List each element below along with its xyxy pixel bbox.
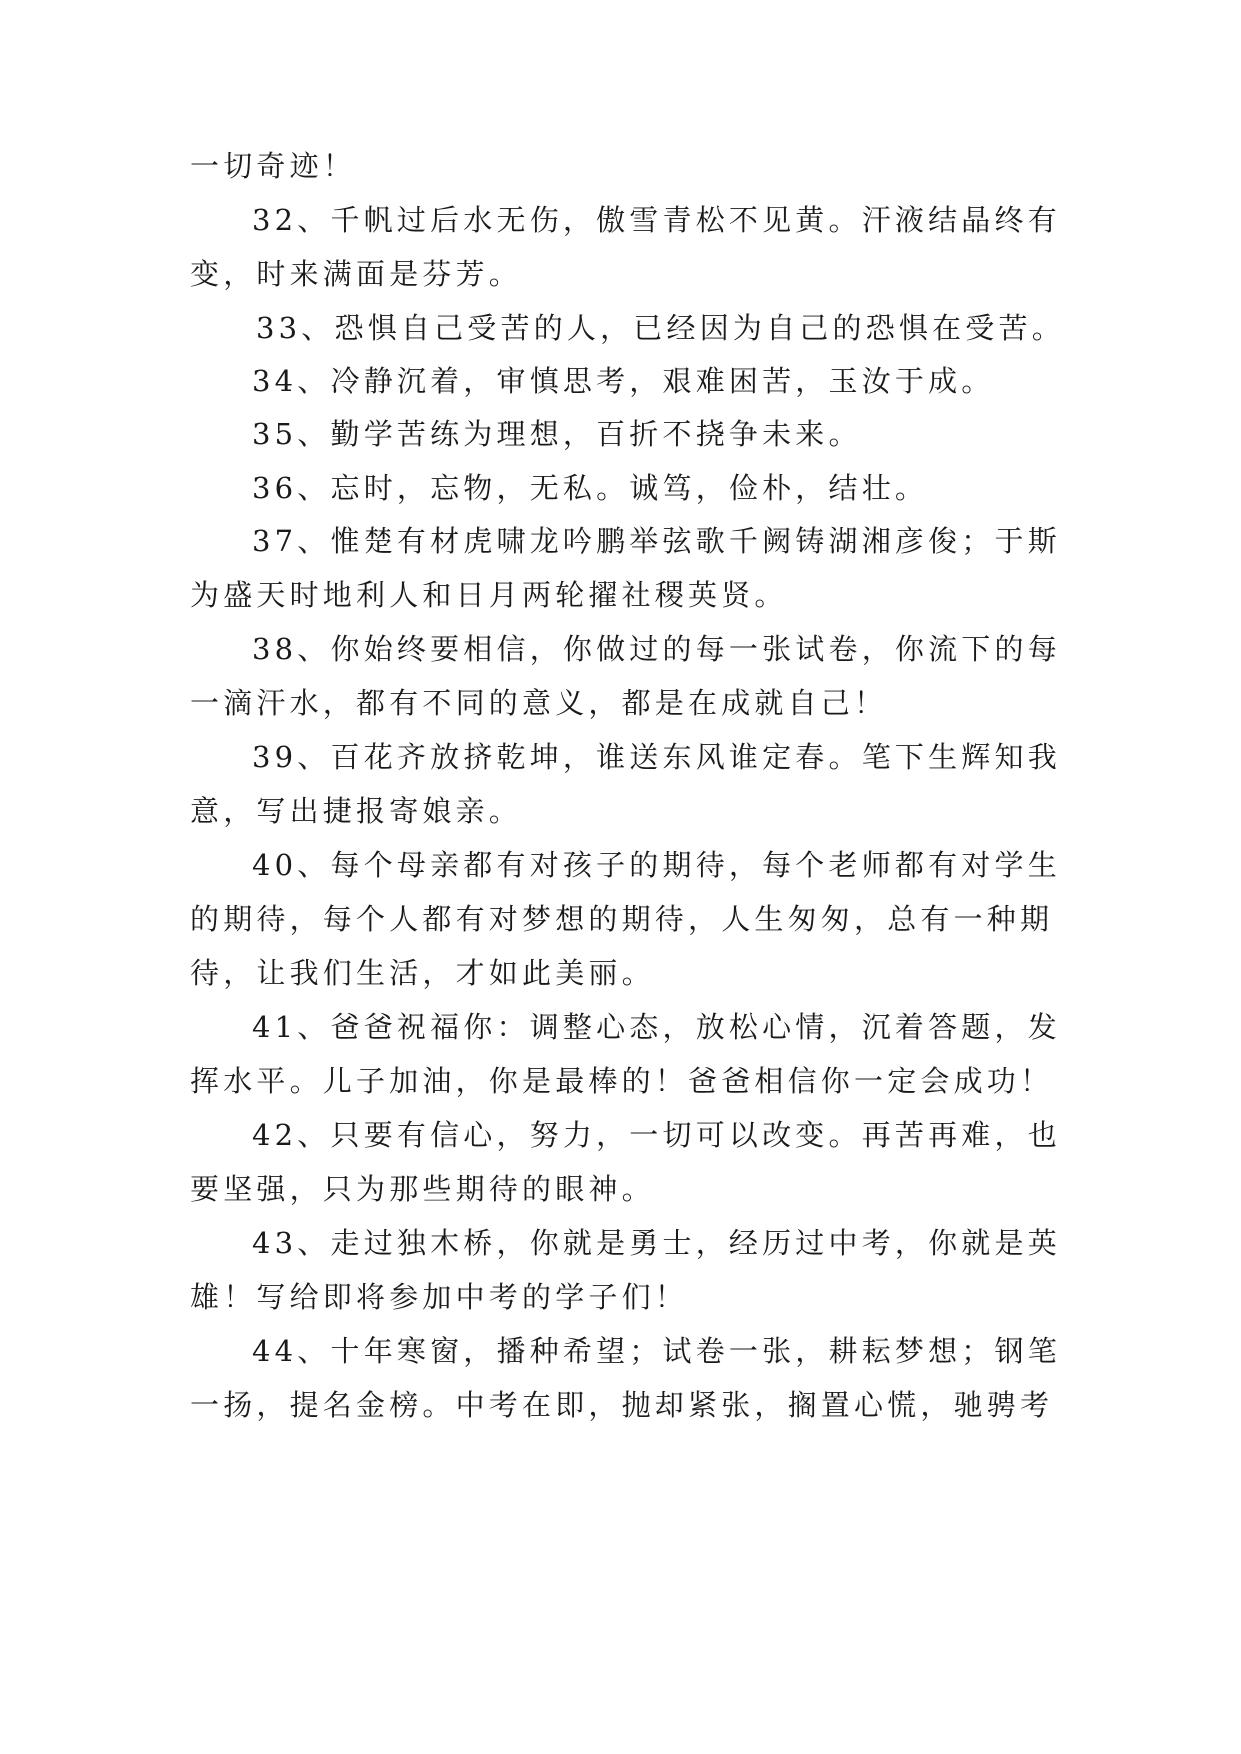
paragraph-40-line-2: 的期待，每个人都有对梦想的期待，人生匆匆，总有一种期 bbox=[190, 902, 1054, 936]
paragraph-41-line-1: 41、爸爸祝福你：调整心态，放松心情，沉着答题，发 bbox=[252, 1010, 1061, 1044]
paragraph-40-line-3: 待，让我们生活，才如此美丽。 bbox=[190, 956, 655, 990]
paragraph-43-line-1: 43、走过独木桥，你就是勇士，经历过中考，你就是英 bbox=[252, 1226, 1061, 1260]
paragraph-37-line-1: 37、惟楚有材虎啸龙吟鹏举弦歌千阙铸湖湘彦俊；于斯 bbox=[252, 524, 1061, 558]
paragraph-37-line-2: 为盛天时地利人和日月两轮擢社稷英贤。 bbox=[190, 578, 788, 612]
paragraph-41-line-2: 挥水平。儿子加油，你是最棒的！爸爸相信你一定会成功！ bbox=[190, 1064, 1054, 1098]
paragraph-44-line-1: 44、十年寒窗，播种希望；试卷一张，耕耘梦想；钢笔 bbox=[252, 1334, 1061, 1368]
paragraph-32-line-1: 32、千帆过后水无伤，傲雪青松不见黄。汗液结晶终有 bbox=[252, 203, 1061, 237]
paragraph-31-line-1: 一切奇迹！ bbox=[190, 149, 357, 183]
paragraph-33-line-1: 33、恐惧自己受苦的人，已经因为自己的恐惧在受苦。 bbox=[256, 311, 1065, 345]
paragraph-43-line-2: 雄！写给即将参加中考的学子们！ bbox=[190, 1280, 689, 1314]
paragraph-39-line-1: 39、百花齐放挤乾坤，谁送东风谁定春。笔下生辉知我 bbox=[252, 740, 1061, 774]
paragraph-42-line-1: 42、只要有信心，努力，一切可以改变。再苦再难，也 bbox=[252, 1118, 1061, 1152]
paragraph-44-line-2: 一扬，提名金榜。中考在即，抛却紧张，搁置心慌，驰骋考 bbox=[190, 1388, 1054, 1422]
paragraph-32-line-2: 变，时来满面是芬芳。 bbox=[190, 257, 523, 291]
paragraph-40-line-1: 40、每个母亲都有对孩子的期待，每个老师都有对学生 bbox=[252, 848, 1061, 882]
paragraph-35-line-1: 35、勤学苦练为理想，百折不挠争未来。 bbox=[252, 417, 862, 451]
paragraph-38-line-2: 一滴汗水，都有不同的意义，都是在成就自己！ bbox=[190, 686, 888, 720]
paragraph-36-line-1: 36、忘时，忘物，无私。诚笃，俭朴，结壮。 bbox=[252, 471, 929, 505]
paragraph-42-line-2: 要坚强，只为那些期待的眼神。 bbox=[190, 1172, 655, 1206]
paragraph-39-line-2: 意，写出捷报寄娘亲。 bbox=[190, 794, 523, 828]
paragraph-34-line-1: 34、冷静沉着，审慎思考，艰难困苦，玉汝于成。 bbox=[252, 364, 995, 398]
paragraph-38-line-1: 38、你始终要相信，你做过的每一张试卷，你流下的每 bbox=[252, 632, 1061, 666]
